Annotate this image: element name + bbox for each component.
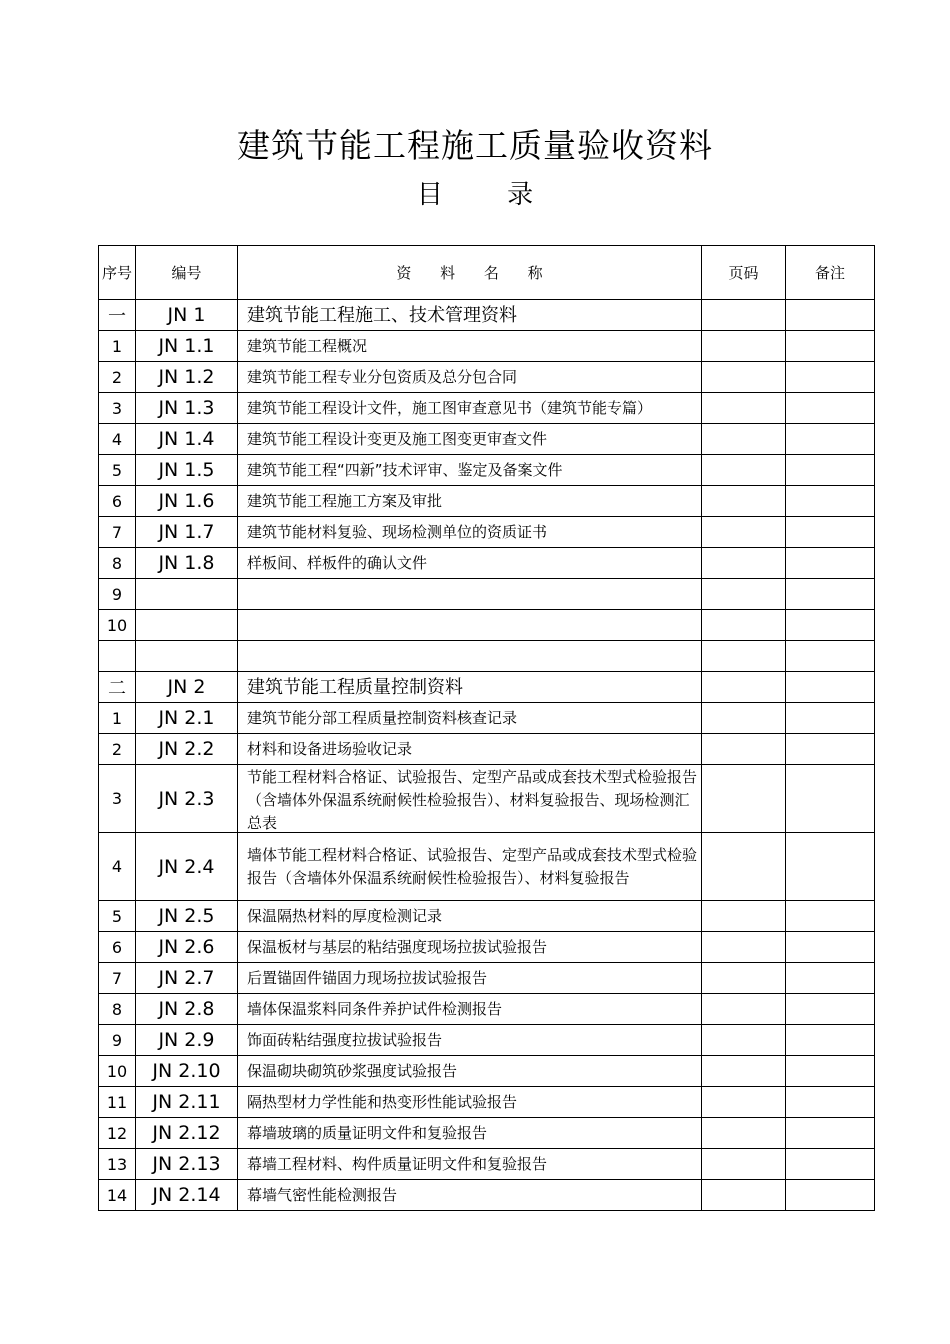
table-row	[99, 455, 875, 486]
table-row	[99, 610, 875, 641]
row-page	[702, 548, 786, 579]
header-name: 资 料 名 称	[238, 246, 702, 300]
table-body	[99, 300, 875, 1211]
row-note	[786, 994, 875, 1025]
header-note: 备注	[786, 246, 875, 300]
row-page	[702, 393, 786, 424]
row-note	[786, 1180, 875, 1211]
row-code: JN 1.1	[136, 331, 238, 362]
row-code: JN 2.3	[136, 765, 238, 833]
row-note	[786, 1149, 875, 1180]
row-code: JN 1.8	[136, 548, 238, 579]
row-name-cell	[238, 517, 702, 548]
row-name-cell	[238, 672, 702, 703]
row-seq: 6	[99, 486, 136, 517]
row-name: 隔热型材力学性能和热变形性能试验报告	[247, 1092, 518, 1111]
table-row	[99, 734, 875, 765]
row-note	[786, 672, 875, 703]
row-name: 幕墙工程材料、构件质量证明文件和复验报告	[247, 1154, 548, 1173]
row-note	[786, 1025, 875, 1056]
table-row	[99, 703, 875, 734]
row-name-cell	[238, 548, 702, 579]
table-row	[99, 1149, 875, 1180]
row-note	[786, 610, 875, 641]
row-name: 建筑节能工程质量控制资料	[247, 676, 463, 698]
row-code: JN 2.12	[136, 1118, 238, 1149]
row-name-cell	[238, 331, 702, 362]
row-name: 幕墙气密性能检测报告	[247, 1185, 398, 1204]
row-name-cell	[238, 455, 702, 486]
row-seq: 12	[99, 1118, 136, 1149]
row-note	[786, 517, 875, 548]
row-seq: 3	[99, 393, 136, 424]
row-seq: 1	[99, 703, 136, 734]
row-code: JN 2.11	[136, 1087, 238, 1118]
row-code: JN 2.7	[136, 963, 238, 994]
row-seq: 5	[99, 901, 136, 932]
row-name: 建筑节能工程施工方案及审批	[247, 491, 443, 510]
table-row	[99, 548, 875, 579]
row-name: 建筑节能材料复验、现场检测单位的资质证书	[247, 522, 548, 541]
row-seq	[99, 641, 136, 672]
row-name: 材料和设备进场验收记录	[247, 739, 413, 758]
row-code: JN 2.5	[136, 901, 238, 932]
row-code: JN 2.13	[136, 1149, 238, 1180]
row-page	[702, 833, 786, 901]
row-note	[786, 579, 875, 610]
row-name: 墙体节能工程材料合格证、试验报告、定型产品或成套技术型式检验报告（含墙体外保温系统耐候性检验报告）、材料复验报告	[247, 845, 698, 887]
section-row	[99, 672, 875, 703]
row-page	[702, 1149, 786, 1180]
row-page	[702, 703, 786, 734]
row-page	[702, 672, 786, 703]
row-name-cell	[238, 1118, 702, 1149]
row-seq: 10	[99, 610, 136, 641]
table-row	[99, 517, 875, 548]
row-page	[702, 641, 786, 672]
row-note	[786, 548, 875, 579]
row-code	[136, 579, 238, 610]
row-code: JN 2.4	[136, 833, 238, 901]
row-name-cell	[238, 641, 702, 672]
row-name-cell	[238, 393, 702, 424]
row-name: 保温隔热材料的厚度检测记录	[247, 906, 443, 925]
row-page	[702, 486, 786, 517]
row-code	[136, 641, 238, 672]
row-name: 幕墙玻璃的质量证明文件和复验报告	[247, 1123, 488, 1142]
row-seq: 4	[99, 424, 136, 455]
row-page	[702, 1180, 786, 1211]
row-code: JN 2.10	[136, 1056, 238, 1087]
row-name: 节能工程材料合格证、试验报告、定型产品或成套技术型式检验报告（含墙体外保温系统耐候性检验报告）、材料复验报告、现场检测汇总表	[247, 767, 698, 832]
row-code: JN 2.2	[136, 734, 238, 765]
table-row	[99, 331, 875, 362]
row-page	[702, 963, 786, 994]
row-name: 建筑节能工程设计文件，施工图审查意见书（建筑节能专篇）	[247, 398, 653, 417]
row-page	[702, 1087, 786, 1118]
row-name-cell	[238, 932, 702, 963]
section-row	[99, 300, 875, 331]
row-code: JN 1.6	[136, 486, 238, 517]
row-note	[786, 963, 875, 994]
header-code: 编号	[136, 246, 238, 300]
row-page	[702, 424, 786, 455]
row-name-cell	[238, 833, 702, 901]
row-page	[702, 734, 786, 765]
row-code: JN 1.5	[136, 455, 238, 486]
row-seq: 14	[99, 1180, 136, 1211]
row-note	[786, 1118, 875, 1149]
row-page	[702, 517, 786, 548]
row-name: 保温板材与基层的粘结强度现场拉拔试验报告	[247, 937, 548, 956]
row-seq: 7	[99, 963, 136, 994]
table-row	[99, 424, 875, 455]
row-seq: 10	[99, 1056, 136, 1087]
table-row	[99, 994, 875, 1025]
row-page	[702, 1056, 786, 1087]
row-seq: 8	[99, 994, 136, 1025]
row-seq: 2	[99, 362, 136, 393]
row-note	[786, 734, 875, 765]
row-name: 建筑节能工程概况	[247, 336, 368, 355]
row-note	[786, 455, 875, 486]
row-seq: 4	[99, 833, 136, 901]
row-name-cell	[238, 703, 702, 734]
table-row	[99, 833, 875, 901]
table-row	[99, 765, 875, 833]
row-page	[702, 579, 786, 610]
table-row	[99, 1025, 875, 1056]
row-note	[786, 393, 875, 424]
row-page	[702, 1025, 786, 1056]
row-seq: 9	[99, 579, 136, 610]
row-name: 后置锚固件锚固力现场拉拔试验报告	[247, 968, 488, 987]
row-name: 建筑节能工程“四新”技术评审、鉴定及备案文件	[247, 460, 563, 479]
row-seq: 2	[99, 734, 136, 765]
row-page	[702, 362, 786, 393]
row-name-cell	[238, 734, 702, 765]
row-name: 建筑节能工程设计变更及施工图变更审查文件	[247, 429, 548, 448]
row-note	[786, 901, 875, 932]
row-note	[786, 362, 875, 393]
document-subtitle: 目 录	[416, 180, 562, 210]
table-row	[99, 1056, 875, 1087]
row-code: JN 2.9	[136, 1025, 238, 1056]
row-name-cell	[238, 994, 702, 1025]
row-code: JN 2.1	[136, 703, 238, 734]
row-page	[702, 300, 786, 331]
row-page	[702, 765, 786, 833]
table-row	[99, 901, 875, 932]
row-seq: 11	[99, 1087, 136, 1118]
row-name: 饰面砖粘结强度拉拔试验报告	[247, 1030, 443, 1049]
row-note	[786, 1056, 875, 1087]
row-name-cell	[238, 610, 702, 641]
table-header-row	[99, 246, 875, 300]
row-seq: 二	[99, 672, 136, 703]
row-name-cell	[238, 486, 702, 517]
row-name: 样板间、样板件的确认文件	[247, 553, 428, 572]
row-code: JN 2.8	[136, 994, 238, 1025]
row-name-cell	[238, 1087, 702, 1118]
row-code: JN 2.14	[136, 1180, 238, 1211]
row-name: 保温砌块砌筑砂浆强度试验报告	[247, 1061, 458, 1080]
table-row	[99, 362, 875, 393]
row-page	[702, 932, 786, 963]
row-code	[136, 610, 238, 641]
row-code: JN 2	[136, 672, 238, 703]
table-row	[99, 393, 875, 424]
row-code: JN 1.7	[136, 517, 238, 548]
row-note	[786, 703, 875, 734]
row-note	[786, 833, 875, 901]
row-note	[786, 331, 875, 362]
row-note	[786, 641, 875, 672]
table-row	[99, 1180, 875, 1211]
row-seq: 一	[99, 300, 136, 331]
row-note	[786, 300, 875, 331]
row-name-cell	[238, 1149, 702, 1180]
row-seq: 9	[99, 1025, 136, 1056]
table-row	[99, 932, 875, 963]
header-page: 页码	[702, 246, 786, 300]
row-seq: 13	[99, 1149, 136, 1180]
row-name-cell	[238, 1025, 702, 1056]
row-page	[702, 610, 786, 641]
row-name-cell	[238, 963, 702, 994]
table-row	[99, 641, 875, 672]
row-page	[702, 455, 786, 486]
row-name: 墙体保温浆料同条件养护试件检测报告	[247, 999, 503, 1018]
row-seq: 5	[99, 455, 136, 486]
row-code: JN 1.2	[136, 362, 238, 393]
row-seq: 6	[99, 932, 136, 963]
row-page	[702, 901, 786, 932]
row-name: 建筑节能工程专业分包资质及总分包合同	[247, 367, 518, 386]
row-seq: 3	[99, 765, 136, 833]
row-code: JN 1.4	[136, 424, 238, 455]
document-title: 建筑节能工程施工质量验收资料	[237, 126, 713, 165]
row-name-cell	[238, 1056, 702, 1087]
row-note	[786, 932, 875, 963]
row-name-cell	[238, 362, 702, 393]
row-code: JN 1.3	[136, 393, 238, 424]
table-of-contents	[98, 245, 875, 1211]
row-note	[786, 424, 875, 455]
row-name-cell	[238, 300, 702, 331]
row-note	[786, 1087, 875, 1118]
row-code: JN 2.6	[136, 932, 238, 963]
row-note	[786, 486, 875, 517]
table-row	[99, 963, 875, 994]
row-seq: 1	[99, 331, 136, 362]
row-page	[702, 331, 786, 362]
row-name-cell	[238, 424, 702, 455]
row-name-cell	[238, 1180, 702, 1211]
row-name-cell	[238, 901, 702, 932]
row-page	[702, 994, 786, 1025]
row-name-cell	[238, 765, 702, 833]
table-row	[99, 486, 875, 517]
row-name-cell	[238, 579, 702, 610]
table-row	[99, 579, 875, 610]
row-seq: 8	[99, 548, 136, 579]
row-page	[702, 1118, 786, 1149]
row-name: 建筑节能工程施工、技术管理资料	[247, 304, 517, 326]
row-name: 建筑节能分部工程质量控制资料核查记录	[247, 708, 518, 727]
table-row	[99, 1087, 875, 1118]
row-note	[786, 765, 875, 833]
table-row	[99, 1118, 875, 1149]
row-seq: 7	[99, 517, 136, 548]
header-seq: 序号	[99, 246, 136, 300]
row-code: JN 1	[136, 300, 238, 331]
